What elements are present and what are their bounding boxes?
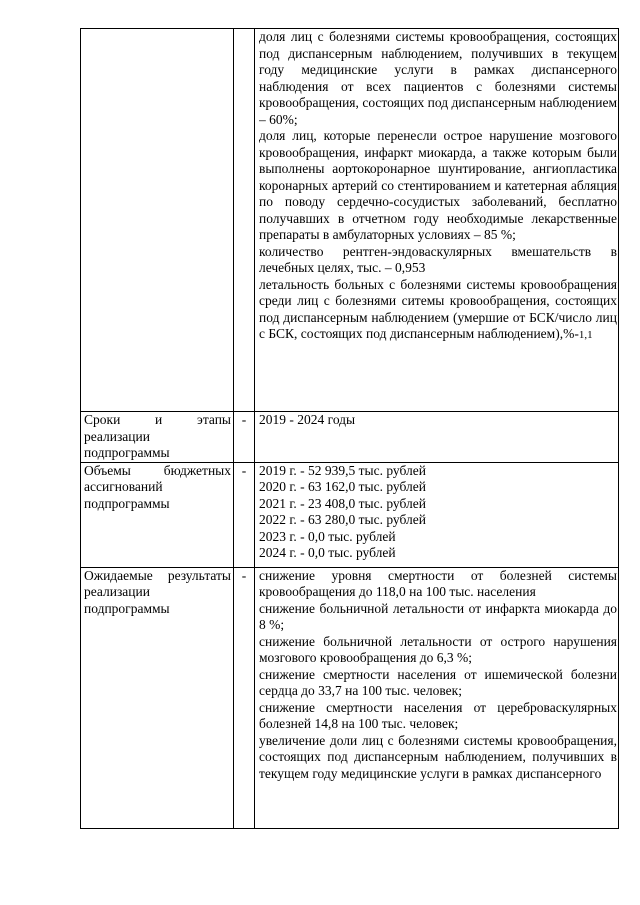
budget-line: 2021 г. - 23 408,0 тыс. рублей [259, 495, 426, 511]
table-row-budget [81, 462, 619, 567]
budget-line: 2024 г. - 0,0 тыс. рублей [259, 545, 396, 560]
row-content-cell [255, 567, 619, 828]
row-label: Объемы бюджетных ассигнований подпрограммы [84, 462, 231, 511]
indicator-paragraph: доля лиц, которые перенесли острое нарушение мозгового кровообращения, инфаркт миокарда, а также которым были выполнены аортокоронарное шунтирование, ангиопластика коронарных артерий со стентированием и катетерная абляция по поводу сердечно-сосудистых заболеваний, бесплатно получавших в отчетном году необходимые лекарственные препараты в амбулаторных условиях – 85 %; [259, 128, 617, 242]
result-paragraph: увеличение доли лиц с болезнями системы кровообращения, состоящих под диспансерным наблюдением, получивших в текущем году медицинские услуги в рамках диспансерного [259, 732, 617, 781]
row-label-cell [81, 412, 234, 463]
result-paragraph: снижение смертности населения от цереброваскулярных болезней 14,8 на 100 тыс. человек; [259, 699, 617, 731]
content-clip [259, 568, 617, 783]
result-paragraph: снижение уровня смертности от болезней системы кровообращения до 118,0 на 100 тыс. населения [259, 567, 617, 599]
indicator-paragraph [259, 277, 617, 344]
terms-value: 2019 - 2024 годы [259, 412, 356, 427]
budget-line: 2022 г. - 63 280,0 тыс. рублей [259, 512, 426, 527]
indicator-text: летальность больных с болезнями системы кровообращения среди лиц с болезнями ситемы кровообращения, состоящих под диспансерным наблюдением (умершие от БСК/число лиц с БСК, состоящих под диспансерным наблюдением),%- [259, 276, 617, 341]
row-label-cell [81, 462, 234, 567]
row-dash-cell [234, 412, 255, 463]
row-dash: - [241, 412, 247, 427]
table-row-target-indicators [81, 29, 619, 412]
row-content-cell [255, 462, 619, 567]
result-paragraph: снижение смертности населения от ишемической болезни сердца до 33,7 на 100 тыс. человек; [259, 666, 617, 698]
table-row-expected-results [81, 567, 619, 828]
row-dash: - [241, 567, 247, 583]
row-label-cell [81, 29, 234, 412]
row-label-cell [81, 567, 234, 828]
budget-line: 2023 г. - 0,0 тыс. рублей [259, 528, 396, 544]
content-clip [259, 29, 617, 344]
row-label: Ожидаемые результаты реализации подпрограммы [84, 567, 231, 616]
table-row-terms [81, 412, 619, 463]
indicator-paragraph: количество рентген-эндоваскулярных вмешательств в лечебных целях, тыс. – 0,953 [259, 243, 617, 275]
row-label: Сроки и этапы реализации подпрограммы [84, 412, 231, 460]
row-content-cell [255, 412, 619, 463]
result-paragraph: снижение больничной летальности от острого нарушения мозгового кровообращения до 6,3 %; [259, 633, 617, 665]
indicator-paragraph: доля лиц с болезнями системы кровообращения, состоящих под диспансерным наблюдением, получивших в текущем году медицинские услуги в рамках диспансерного наблюдения от всех пациентов с болезнями системы кровообращения, состоящих под диспансерным наблюдением – 60%; [259, 29, 617, 127]
budget-line: 2020 г. - 63 162,0 тыс. рублей [259, 479, 426, 494]
subprogram-passport-table [80, 28, 619, 829]
budget-line: 2019 г. - 52 939,5 тыс. рублей [259, 462, 426, 478]
row-dash-cell [234, 29, 255, 412]
row-dash-cell [234, 462, 255, 567]
indicator-value: 1,1 [578, 329, 593, 341]
row-dash: - [241, 462, 247, 478]
row-dash-cell [234, 567, 255, 828]
row-content-cell [255, 29, 619, 412]
result-paragraph: снижение больничной летальности от инфаркта миокарда до 8 %; [259, 600, 617, 632]
